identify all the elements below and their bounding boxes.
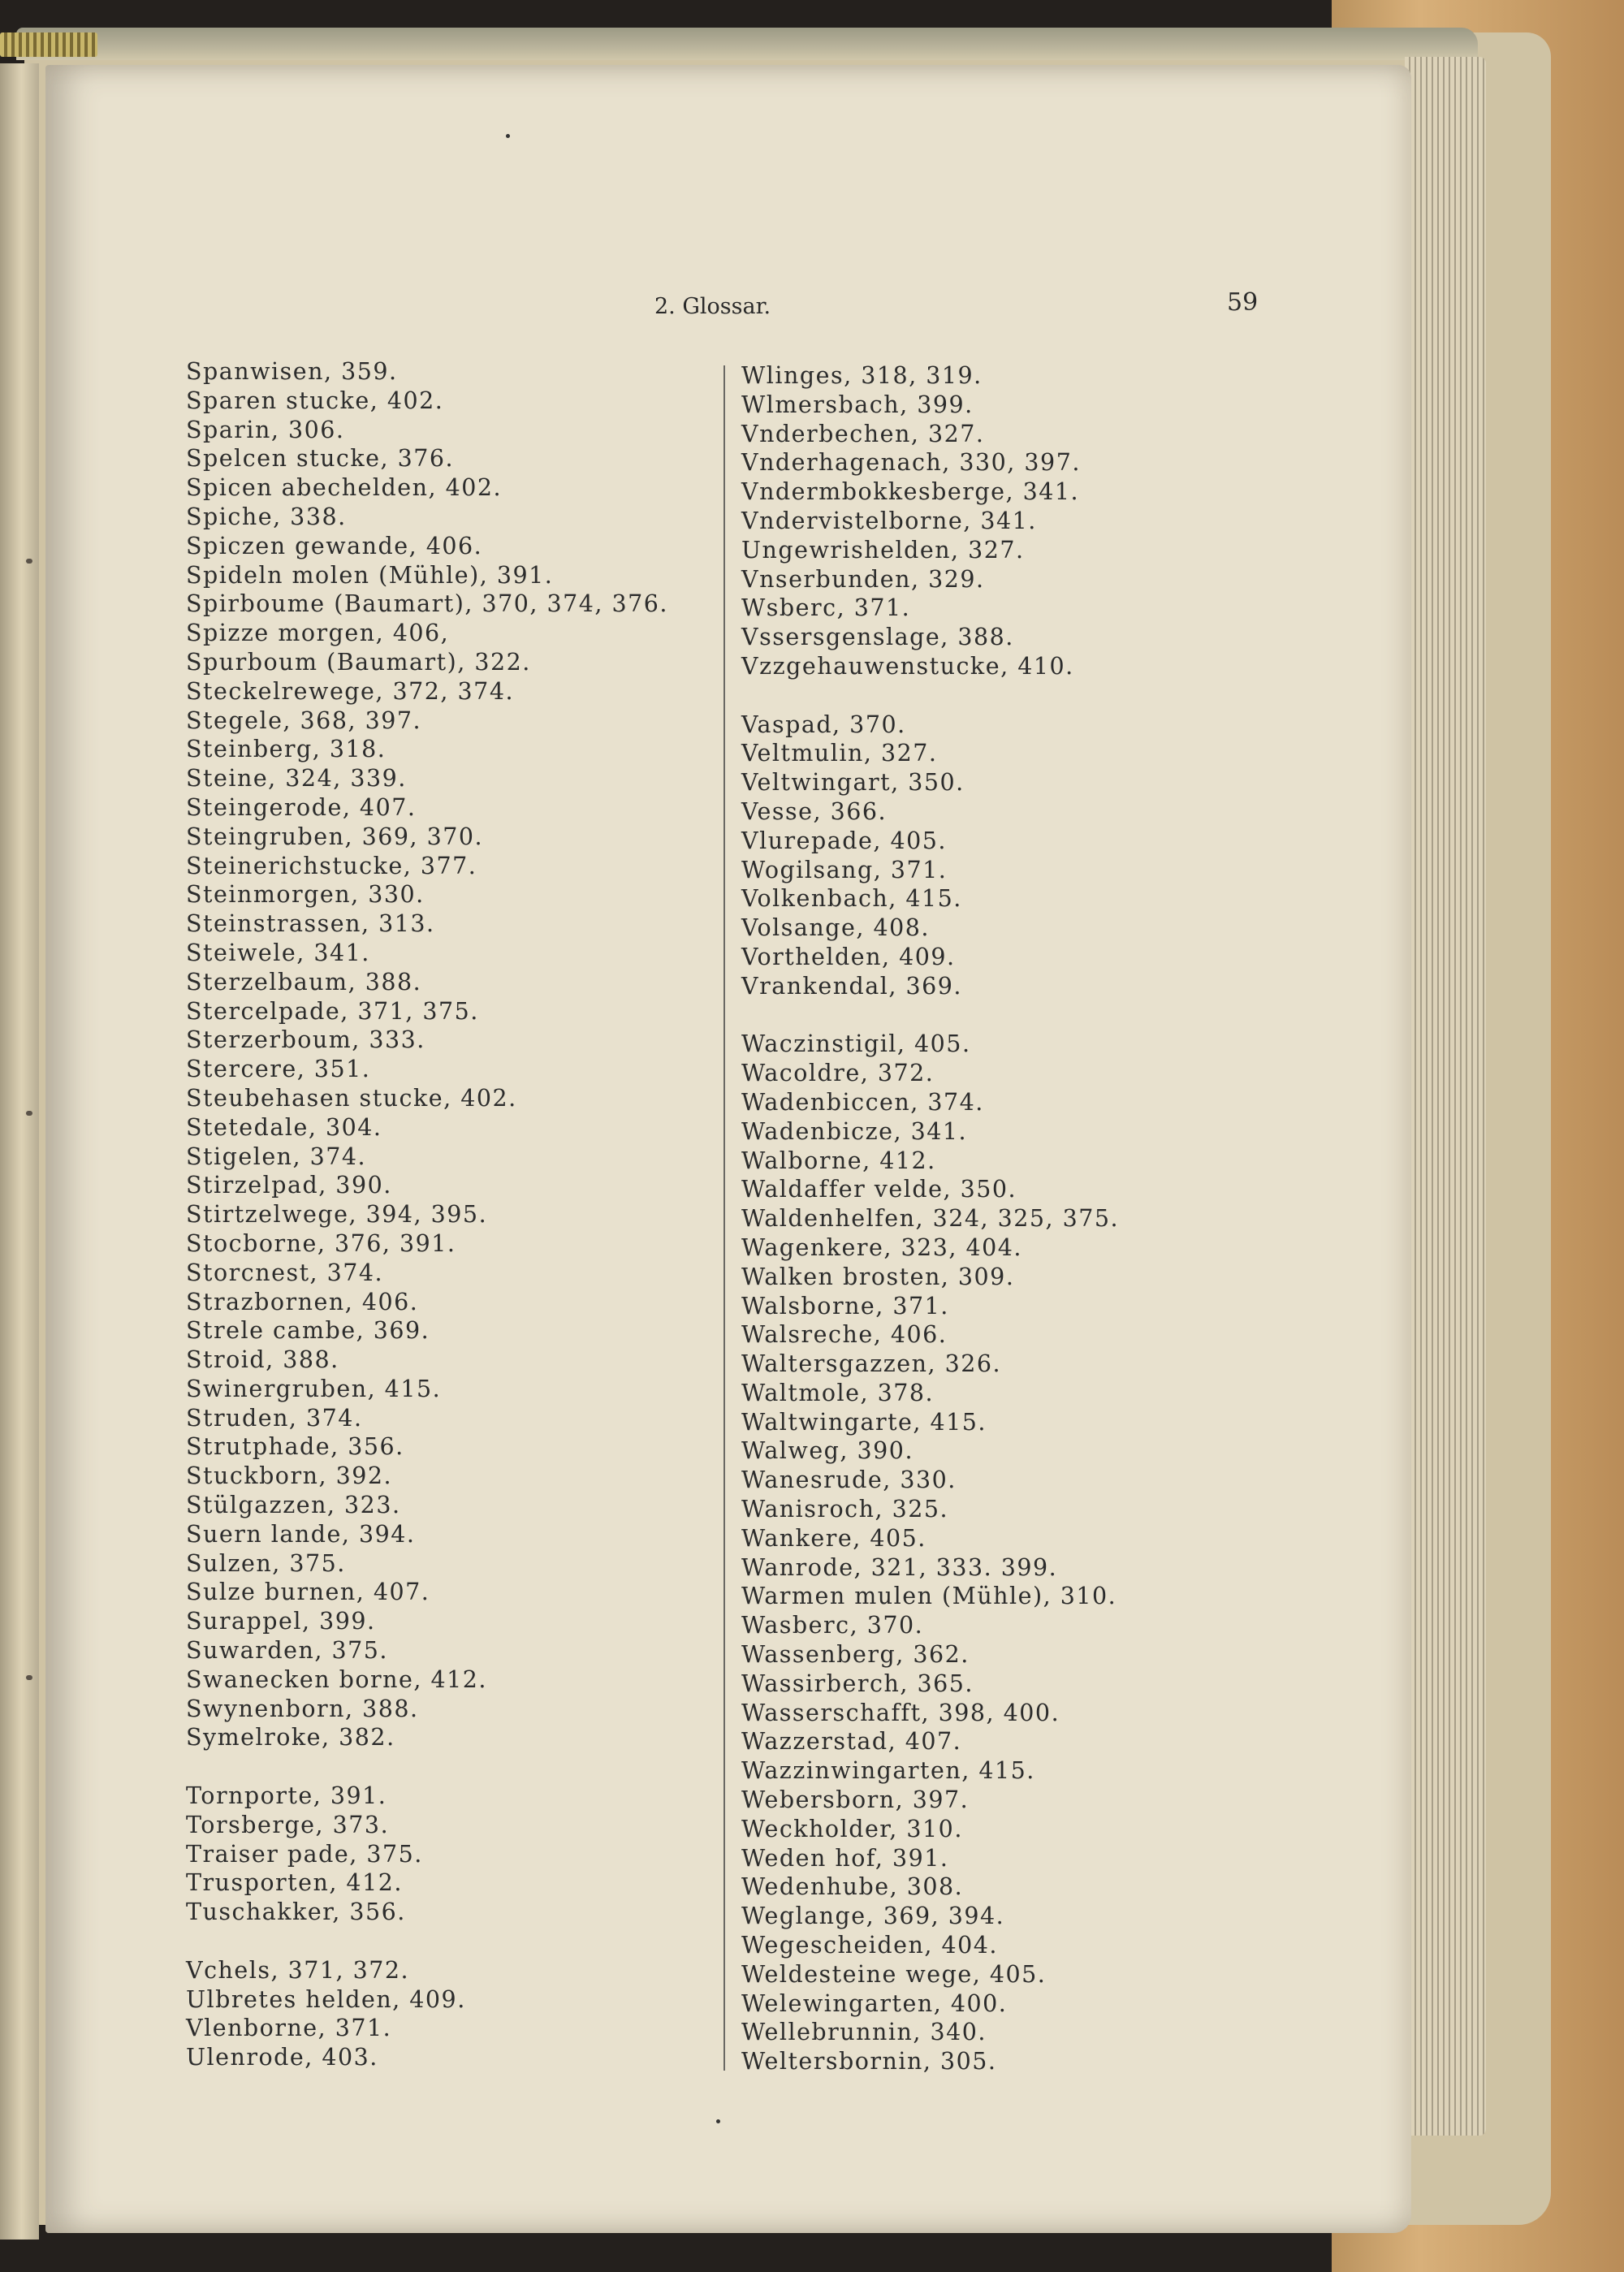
running-head: 2. Glossar. — [654, 294, 771, 319]
glossary-entry: Suern lande, 394. — [186, 1520, 416, 1548]
glossary-entry: Ulbretes helden, 409. — [186, 1985, 466, 2013]
glossary-entry: Vzzgehauwenstucke, 410. — [741, 652, 1074, 680]
page-fore-edges — [1405, 57, 1486, 2136]
glossary-entry: Stirtzelwege, 394, 395. — [186, 1201, 488, 1229]
glossary-entry: Veltwingart, 350. — [741, 769, 965, 797]
glossary-entry: Steinberg, 318. — [186, 736, 387, 763]
glossary-entry: Sparen stucke, 402. — [186, 387, 444, 414]
glossary-right-column — [741, 361, 1196, 2076]
glossary-entry: Vnserbunden, 329. — [741, 565, 985, 593]
column-divider — [723, 365, 725, 2071]
glossary-entry: Wassenberg, 362. — [741, 1641, 970, 1669]
glossary-entry: Steinmorgen, 330. — [186, 881, 425, 909]
glossary-entry: Vaspad, 370. — [741, 711, 906, 738]
margin-mark — [26, 1675, 32, 1680]
glossary-entry: Wanesrude, 330. — [741, 1466, 957, 1494]
glossary-entry: Sulzen, 375. — [186, 1549, 346, 1577]
facing-page-edge — [0, 63, 39, 2240]
glossary-entry: Weldesteine wege, 405. — [741, 1960, 1047, 1988]
glossary-entry: Storcnest, 374. — [186, 1259, 384, 1286]
glossary-entry: Wagenkere, 323, 404. — [741, 1233, 1022, 1261]
glossary-entry: Sparin, 306. — [186, 416, 345, 443]
glossary-entry: Stuckborn, 392. — [186, 1462, 393, 1490]
glossary-entry: Spicen abechelden, 402. — [186, 474, 503, 502]
speck — [716, 2119, 720, 2123]
glossary-entry: Vndervistelborne, 341. — [741, 507, 1037, 534]
glossary-entry: Volsange, 408. — [741, 914, 930, 942]
glossary-entry: Spirboume (Baumart), 370, 374, 376. — [186, 590, 668, 618]
glossary-entry: Wassirberch, 365. — [741, 1669, 974, 1697]
glossary-entry: Wlmersbach, 399. — [741, 391, 974, 418]
glossary-entry: Wacoldre, 372. — [741, 1060, 935, 1087]
glossary-entry: Vndermbokkesberge, 341. — [741, 478, 1080, 506]
glossary-entry: Weglange, 369, 394. — [741, 1903, 1005, 1930]
glossary-entry: Weckholder, 310. — [741, 1815, 963, 1842]
glossary-entry: Steckelrewege, 372, 374. — [186, 677, 515, 705]
glossary-entry: Strele cambe, 369. — [186, 1317, 430, 1345]
glossary-entry: Wadenbiccen, 374. — [741, 1088, 984, 1116]
glossary-entry: Volkenbach, 415. — [741, 885, 962, 913]
page-top-edges — [16, 28, 1478, 60]
glossary-entry: Walsreche, 406. — [741, 1321, 948, 1349]
glossary-entry: Waldaffer velde, 350. — [741, 1176, 1017, 1203]
glossary-entry: Veltmulin, 327. — [741, 740, 938, 767]
glossary-entry: Wsberc, 371. — [741, 594, 911, 622]
section-gap — [741, 681, 1196, 711]
glossary-entry: Sulze burnen, 407. — [186, 1579, 430, 1606]
glossary-entry: Webersborn, 397. — [741, 1786, 970, 1814]
glossary-entry: Suwarden, 375. — [186, 1637, 388, 1665]
glossary-entry: Stetedale, 304. — [186, 1113, 382, 1141]
glossary-entry: Wasserschafft, 398, 400. — [741, 1699, 1060, 1726]
glossary-entry: Walweg, 390. — [741, 1437, 914, 1465]
book-page — [45, 65, 1411, 2233]
glossary-entry: Stocborne, 376, 391. — [186, 1229, 456, 1257]
glossary-entry: Sterzerboum, 333. — [186, 1026, 425, 1054]
glossary-entry: Waltersgazzen, 326. — [741, 1350, 1002, 1378]
glossary-entry: Waltmole, 378. — [741, 1379, 935, 1406]
glossary-entry: Spideln molen (Mühle), 391. — [186, 561, 554, 589]
glossary-entry: Traiser pade, 375. — [186, 1840, 423, 1868]
glossary-left-column — [186, 357, 754, 2072]
section-gap — [741, 1001, 1196, 1030]
glossary-entry: Steingruben, 369, 370. — [186, 823, 484, 850]
glossary-entry: Stegele, 368, 397. — [186, 706, 422, 734]
margin-mark — [26, 1111, 32, 1116]
speck — [506, 134, 510, 138]
glossary-entry: Steiwele, 341. — [186, 939, 370, 966]
glossary-entry: Wellebrunnin, 340. — [741, 2019, 987, 2046]
gilt-spine-band — [0, 32, 97, 57]
glossary-entry: Welewingarten, 400. — [741, 1989, 1008, 2017]
glossary-entry: Walsborne, 371. — [741, 1292, 949, 1320]
glossary-entry: Warmen mulen (Mühle), 310. — [741, 1583, 1117, 1610]
glossary-entry: Swynenborn, 388. — [186, 1695, 419, 1722]
glossary-entry: Vnderbechen, 327. — [741, 420, 985, 447]
glossary-entry: Steine, 324, 339. — [186, 765, 407, 793]
glossary-entry: Spiche, 338. — [186, 503, 347, 530]
glossary-entry: Weden hof, 391. — [741, 1844, 949, 1872]
glossary-entry: Vrankendal, 369. — [741, 972, 962, 1000]
glossary-entry: Stülgazzen, 323. — [186, 1492, 401, 1519]
glossary-entry: Stercelpade, 371, 375. — [186, 997, 479, 1025]
glossary-entry: Stercere, 351. — [186, 1056, 371, 1083]
glossary-entry: Spurboum (Baumart), 322. — [186, 648, 531, 676]
section-gap — [186, 1927, 754, 1956]
glossary-entry: Ulenrode, 403. — [186, 2044, 378, 2071]
glossary-entry: Wazzerstad, 407. — [741, 1728, 962, 1756]
glossary-entry: Ungewrishelden, 327. — [741, 536, 1025, 564]
glossary-entry: Swinergruben, 415. — [186, 1375, 442, 1402]
page-number: 59 — [1227, 288, 1259, 317]
glossary-entry: Walken brosten, 309. — [741, 1263, 1015, 1290]
section-gap — [186, 1752, 754, 1782]
glossary-entry: Vlenborne, 371. — [186, 2015, 392, 2042]
glossary-entry: Trusporten, 412. — [186, 1869, 403, 1897]
glossary-entry: Vssersgenslage, 388. — [741, 624, 1014, 651]
glossary-entry: Tuschakker, 356. — [186, 1898, 406, 1926]
glossary-entry: Waczinstigil, 405. — [741, 1030, 971, 1058]
glossary-entry: Sterzelbaum, 388. — [186, 968, 422, 996]
glossary-entry: Steingerode, 407. — [186, 793, 417, 821]
glossary-entry: Spelcen stucke, 376. — [186, 445, 455, 473]
glossary-entry: Wasberc, 370. — [741, 1612, 924, 1639]
glossary-entry: Waltwingarte, 415. — [741, 1408, 987, 1436]
glossary-entry: Vnderhagenach, 330, 397. — [741, 449, 1081, 477]
glossary-entry: Spiczen gewande, 406. — [186, 532, 483, 559]
glossary-entry: Vorthelden, 409. — [741, 943, 956, 970]
glossary-entry: Struden, 374. — [186, 1404, 363, 1432]
glossary-entry: Weltersbornin, 305. — [741, 2048, 997, 2075]
glossary-entry: Swanecken borne, 412. — [186, 1665, 487, 1693]
margin-mark — [26, 559, 32, 564]
glossary-entry: Surappel, 399. — [186, 1608, 376, 1635]
glossary-entry: Wadenbicze, 341. — [741, 1117, 968, 1145]
glossary-entry: Steubehasen stucke, 402. — [186, 1084, 517, 1112]
glossary-entry: Wogilsang, 371. — [741, 856, 948, 883]
glossary-entry: Stroid, 388. — [186, 1346, 339, 1374]
glossary-entry: Spizze morgen, 406, — [186, 620, 450, 647]
glossary-entry: Wegescheiden, 404. — [741, 1932, 998, 1959]
glossary-entry: Wedenhube, 308. — [741, 1873, 964, 1901]
glossary-entry: Symelroke, 382. — [186, 1724, 395, 1752]
glossary-entry: Wazzinwingarten, 415. — [741, 1757, 1035, 1785]
glossary-entry: Torsberge, 373. — [186, 1811, 390, 1838]
glossary-entry: Wanrode, 321, 333. 399. — [741, 1553, 1058, 1581]
glossary-entry: Wanisroch, 325. — [741, 1496, 949, 1523]
glossary-entry: Vlurepade, 405. — [741, 827, 947, 854]
glossary-entry: Stirzelpad, 390. — [186, 1172, 392, 1199]
glossary-entry: Vchels, 371, 372. — [186, 1956, 410, 1984]
glossary-entry: Strazbornen, 406. — [186, 1288, 419, 1315]
glossary-entry: Steinerichstucke, 377. — [186, 852, 477, 879]
glossary-entry: Walborne, 412. — [741, 1147, 936, 1174]
glossary-entry: Strutphade, 356. — [186, 1433, 404, 1461]
glossary-entry: Waldenhelfen, 324, 325, 375. — [741, 1205, 1120, 1233]
glossary-entry: Spanwisen, 359. — [186, 358, 398, 385]
glossary-entry: Steinstrassen, 313. — [186, 910, 435, 938]
glossary-entry: Vesse, 366. — [741, 797, 888, 825]
glossary-entry: Wankere, 405. — [741, 1524, 926, 1552]
glossary-entry: Wlinges, 318, 319. — [741, 362, 983, 389]
glossary-entry: Tornporte, 391. — [186, 1782, 387, 1810]
glossary-entry: Stigelen, 374. — [186, 1142, 367, 1170]
